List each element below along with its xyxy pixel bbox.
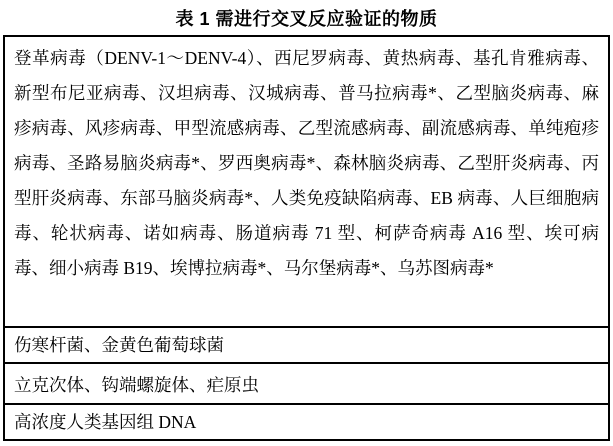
- substance-table: [3, 35, 610, 441]
- table-row-other-pathogens: 立克次体、钩端螺旋体、疟原虫: [5, 362, 608, 403]
- table-row-viruses: 登革病毒（DENV-1～DENV-4）、西尼罗病毒、黄热病毒、基孔肯雅病毒、新型布尼亚病毒、汉坦病毒、汉城病毒、普马拉病毒*、乙型脑炎病毒、麻疹病毒、风疹病毒、甲型流感病毒、乙型流感病毒、副流感病毒、单纯疱疹病毒、圣路易脑炎病毒*、罗西奥病毒*、森林脑炎病毒、乙型肝炎病毒、丙型肝炎病毒、东部马脑炎病毒*、人类免疫缺陷病毒、EB 病毒、人巨细胞病毒、轮状病毒、诺如病毒、肠道病毒 71 型、柯萨奇病毒 A16 型、埃可病毒、细小病毒 B19、埃博拉病毒*、马尔堡病毒*、乌苏图病毒*: [14, 48, 599, 278]
- table-title: 表 1 需进行交叉反应验证的物质: [175, 9, 438, 29]
- table-row-human-dna: 高浓度人类基因组 DNA: [5, 403, 608, 439]
- table-row-bacteria: 伤寒杆菌、金黄色葡萄球菌: [5, 326, 608, 362]
